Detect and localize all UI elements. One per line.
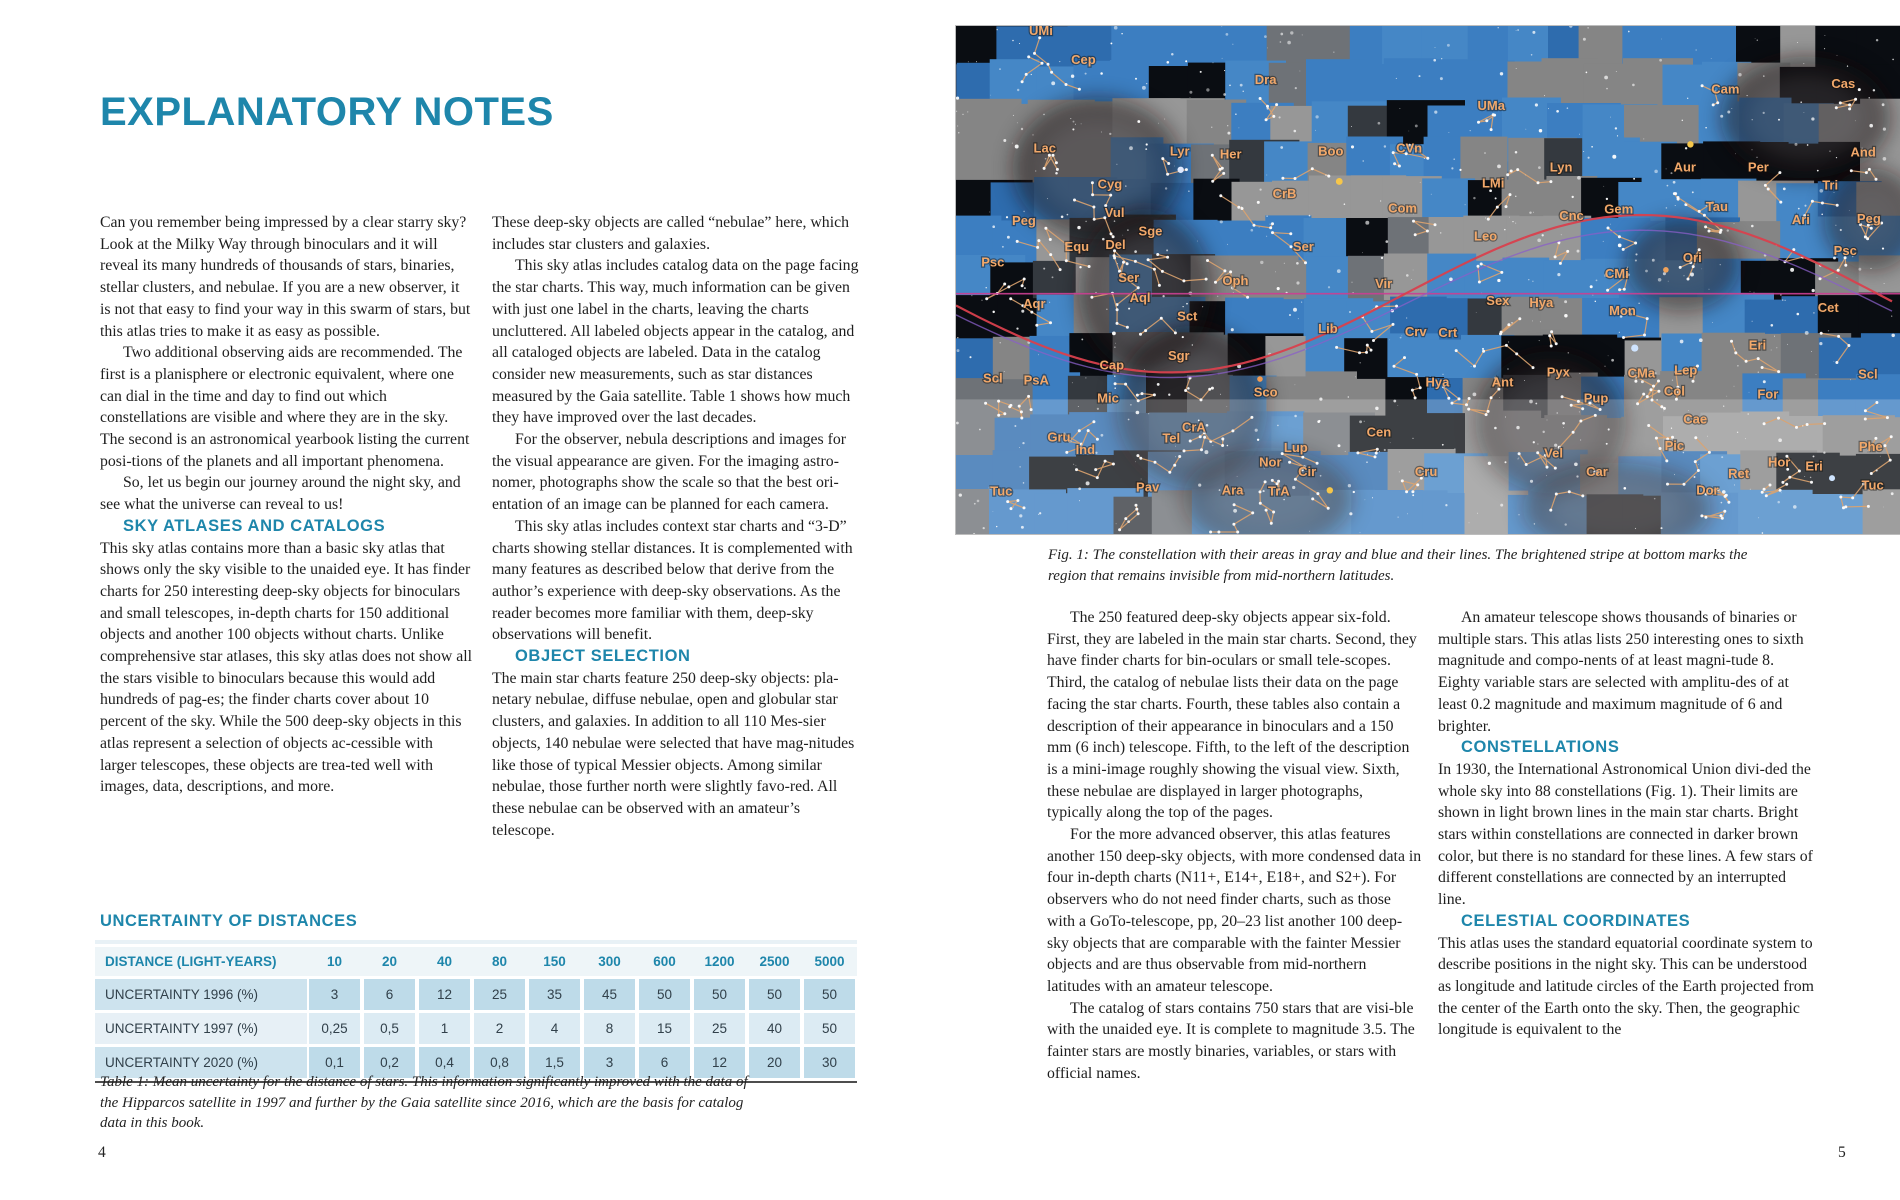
figure-caption: Fig. 1: The constellation with their areas in gray and blue and their lines. The brightened stripe at bottom marks the region that remains invisible from mid-northern latitudes. <box>1048 547 1748 584</box>
paragraph: The main star charts feature 250 deep-sky objects: pla-netary nebulae, diffuse nebulae, open and globular star clusters, and galaxies. In addition to all 110 Mes-sier objects, 140 nebulae were selected that have mag-nitudes like those of typical Messier objects. Among similar nebulae, those further north were slightly favo-red. All these nebulae can be observed with an amateur’s telescope. <box>492 669 855 839</box>
constellation-label-scl: Scl <box>1858 366 1878 382</box>
table-cell: 50 <box>804 979 855 1010</box>
constellation-label-psa: PsA <box>1023 372 1049 388</box>
table-header-cell: 2500 <box>747 947 802 976</box>
constellation-label-for: For <box>1757 386 1779 402</box>
constellation-label-eri: Eri <box>1748 337 1767 353</box>
constellation-label-lac: Lac <box>1033 140 1056 156</box>
paragraph: So, let us begin our journey around the night sky, and see what the universe can reveal to us! <box>100 474 461 514</box>
table-cell: 8 <box>584 1013 635 1044</box>
constellation-label-lyn: Lyn <box>1549 159 1573 175</box>
constellation-label-peg: Peg <box>1012 213 1036 229</box>
constellation-label-ara: Ara <box>1221 482 1244 498</box>
constellation-label-sgr: Sgr <box>1167 347 1190 363</box>
right-column-2 <box>1438 607 1815 1041</box>
constellation-label-ori: Ori <box>1682 250 1702 266</box>
constellation-label-oph: Oph <box>1222 273 1249 289</box>
table-caption: Table 1: Mean uncertainty for the distance of stars. This information significantly improved with the data of the Hipparcos satellite in 1997 and further by the Gaia satellite since 2016, which are the basis for catalog data in this book. <box>100 1074 748 1131</box>
constellation-label-crb: CrB <box>1272 186 1297 202</box>
constellation-label-peg: Peg <box>1856 211 1881 227</box>
paragraph: These deep-sky objects are called “nebulae” here, which includes star clusters and galaxies. <box>492 214 850 253</box>
constellation-label-vir: Vir <box>1375 276 1393 292</box>
constellation-label-her: Her <box>1219 146 1242 162</box>
table-cell: 50 <box>749 979 800 1010</box>
constellation-label-hor: Hor <box>1767 454 1791 470</box>
table-cell: 6 <box>639 1047 690 1078</box>
constellation-label-mic: Mic <box>1097 390 1119 406</box>
table-header-label: DISTANCE (LIGHT-YEARS) <box>95 947 307 976</box>
table-cell: 2 <box>474 1013 525 1044</box>
table-cell: 30 <box>804 1047 855 1078</box>
constellation-label-cma: CMa <box>1627 365 1656 381</box>
constellation-label-ser: Ser <box>1292 239 1314 255</box>
constellation-label-tuc: Tuc <box>1861 477 1884 493</box>
table-cell: 4 <box>529 1013 580 1044</box>
constellation-label-ser: Ser <box>1118 270 1140 286</box>
page-right <box>950 0 1900 1200</box>
table-cell: 3 <box>309 979 360 1010</box>
constellation-label-sco: Sco <box>1253 384 1278 400</box>
constellation-label-crt: Crt <box>1438 324 1458 340</box>
constellation-label-car: Car <box>1586 464 1608 480</box>
table-row-label: UNCERTAINTY 2020 (%) <box>95 1047 307 1078</box>
table-cell: 12 <box>694 1047 745 1078</box>
table-cell: 0,2 <box>364 1047 415 1078</box>
constellation-label-sex: Sex <box>1486 292 1510 308</box>
constellation-label-aqr: Aqr <box>1023 295 1046 311</box>
constellation-label-ant: Ant <box>1491 374 1514 390</box>
table-cell: 0,5 <box>364 1013 415 1044</box>
table-cell: 50 <box>694 979 745 1010</box>
constellation-label-scl: Scl <box>983 370 1003 386</box>
table-cell: 35 <box>529 979 580 1010</box>
table-cell: 6 <box>364 979 415 1010</box>
constellation-label-cvn: CVn <box>1396 140 1423 156</box>
constellation-label-psc: Psc <box>1833 243 1857 259</box>
table-row-label: UNCERTAINTY 1997 (%) <box>95 1013 307 1044</box>
table-cell: 3 <box>584 1047 635 1078</box>
star-chart-svg <box>956 26 1900 534</box>
constellation-label-mon: Mon <box>1609 303 1636 319</box>
table-cell: 1,5 <box>529 1047 580 1078</box>
constellation-label-cas: Cas <box>1831 75 1856 91</box>
left-column-1 <box>100 212 473 798</box>
constellation-label-nor: Nor <box>1259 454 1282 470</box>
section-heading-object-selection: OBJECT SELECTION <box>515 647 691 666</box>
table-cell: 20 <box>749 1047 800 1078</box>
table-header-cell: 150 <box>527 947 582 976</box>
constellation-label-cmi: CMi <box>1604 265 1629 281</box>
constellation-label-cnc: Cnc <box>1559 208 1584 224</box>
table-header-cell: 40 <box>417 947 472 976</box>
table-cell: 0,25 <box>309 1013 360 1044</box>
constellation-label-leo: Leo <box>1474 228 1498 244</box>
constellation-label-vel: Vel <box>1544 445 1563 461</box>
section-heading-celestial-coordinates: CELESTIAL COORDINATES <box>1461 911 1691 930</box>
paragraph: This sky atlas includes catalog data on the page facing the star charts. This way, much information can be given with just one label in the charts, leaving the charts uncluttered. All labeled objects appear in the catalog, and all cataloged objects are labeled. Data in the catalog consider new measurements, such as star distances measured by the Gaia satellite. Table 1 shows how much they have improved over the last decades. <box>492 257 859 427</box>
constellation-label-lup: Lup <box>1283 440 1308 456</box>
constellation-label-hya: Hya <box>1529 294 1554 310</box>
constellation-label-ind: Ind <box>1075 442 1096 458</box>
constellation-label-cru: Cru <box>1414 464 1438 480</box>
constellation-label-del: Del <box>1105 237 1126 253</box>
constellation-label-sct: Sct <box>1177 308 1198 324</box>
constellation-label-cet: Cet <box>1817 300 1839 316</box>
table-cell: 15 <box>639 1013 690 1044</box>
paragraph: This sky atlas includes context star charts and “3-D” charts showing stellar distances. It is complemented with many features as described below that derive from the author’s experience with deep-sky observations. As the reader becomes more familiar with them, deep-sky observations will benefit. <box>492 517 853 644</box>
constellation-label-aur: Aur <box>1673 159 1696 175</box>
constellation-label-hya: Hya <box>1425 374 1450 390</box>
constellation-label-cen: Cen <box>1366 424 1392 440</box>
table-header-cell: 600 <box>637 947 692 976</box>
constellation-label-ret: Ret <box>1728 466 1750 482</box>
constellation-label-tra: TrA <box>1268 483 1290 499</box>
constellation-label-cir: Cir <box>1298 464 1317 480</box>
constellation-label-cep: Cep <box>1071 52 1096 68</box>
section-heading-sky-atlases: SKY ATLASES AND CATALOGS <box>123 516 386 535</box>
constellation-label-lep: Lep <box>1674 362 1698 378</box>
table-header-cell: 1200 <box>692 947 747 976</box>
constellation-label-cap: Cap <box>1099 357 1125 373</box>
paragraph: This atlas uses the standard equatorial coordinate system to describe positions in the night sky. This can be understood as longitude and latitude circles of the Earth projected from the center of the Earth onto the sky. Then, the geographic longitude is equivalent to the <box>1438 934 1814 1039</box>
constellation-label-lmi: LMi <box>1481 175 1505 191</box>
table-cell: 40 <box>749 1013 800 1044</box>
constellation-label-phe: Phe <box>1858 439 1883 455</box>
constellation-label-tuc: Tuc <box>990 483 1013 499</box>
constellation-label-psc: Psc <box>981 254 1005 270</box>
constellation-label-sge: Sge <box>1138 223 1163 239</box>
constellation-label-cae: Cae <box>1683 411 1708 427</box>
constellation-label-crv: Crv <box>1404 323 1427 339</box>
constellation-label-gem: Gem <box>1604 201 1634 217</box>
constellation-label-cyg: Cyg <box>1097 176 1123 192</box>
constellation-label-tel: Tel <box>1162 430 1181 446</box>
paragraph: In 1930, the International Astronomical Union divi-ded the whole sky into 88 constellations (Fig. 1). Their limits are shown in light brown lines in the main star charts. Bright stars within constellations are connected in darker brown color, but there is no standard for these lines. A few stars of different constellations are connected by an interrupted line. <box>1438 760 1813 909</box>
paragraph: For the observer, nebula descriptions and images for the visual appearance are given. For the imaging astro-nomer, photographs show the scale so that the best ori-entation of an image can be planned for each camera. <box>492 431 847 514</box>
paragraph: The catalog of stars contains 750 stars that are visi-ble with the unaided eye. It is complete to magnitude 3.5. The fainter stars are mostly binaries, variables, or stars with official names. <box>1047 999 1415 1082</box>
constellation-label-aql: Aql <box>1129 289 1151 305</box>
constellation-label-tau: Tau <box>1705 198 1728 214</box>
table-cell: 25 <box>694 1013 745 1044</box>
right-column-1 <box>1047 607 1422 1084</box>
constellation-label-pup: Pup <box>1583 390 1609 406</box>
paragraph: Can you remember being impressed by a clear starry sky? Look at the Milky Way through binoculars and it will reveal its many hundreds of thousands of stars, binaries, stellar clusters, and nebulae. If you are a new observer, it is not that easy to find your way in this swarm of stars, but this atlas tries to make it as easy as possible. <box>100 214 471 340</box>
constellation-label-col: Col <box>1663 383 1685 399</box>
paragraph: This sky atlas contains more than a basic sky atlas that shows only the sky visible to the unaided eye. It has finder charts for 250 interesting deep-sky objects for binoculars and small telescopes, in-depth charts for 150 additional objects and another 100 objects without charts. Unlike comprehensive star atlases, this sky atlas does not show all the stars visible to binoculars because this would add hundreds of pag-es; the finder charts cover about 10 percent of the sky. While the 500 deep-sky objects in this atlas represent a selection of objects ac-cessible with larger telescopes, these objects are trea-ted well with images, data, descriptions, and more. <box>100 539 473 796</box>
table-cell: 0,1 <box>309 1047 360 1078</box>
table-header-cell: 10 <box>307 947 362 976</box>
constellation-label-lyr: Lyr <box>1169 143 1190 159</box>
constellation-label-per: Per <box>1747 159 1769 175</box>
table-header-cell: 5000 <box>802 947 857 976</box>
page-number-left: 4 <box>98 1144 106 1161</box>
table-row-label: UNCERTAINTY 1996 (%) <box>95 979 307 1010</box>
constellation-label-pav: Pav <box>1136 479 1160 495</box>
table-cell: 50 <box>804 1013 855 1044</box>
constellation-label-uma: UMa <box>1477 97 1505 113</box>
table-cell: 0,8 <box>474 1047 525 1078</box>
table-header-cell: 80 <box>472 947 527 976</box>
left-column-2 <box>492 212 865 841</box>
uncertainty-table <box>95 940 857 1083</box>
constellation-label-and: And <box>1850 144 1876 160</box>
constellation-label-umi: UMi <box>1029 26 1053 39</box>
constellation-label-boo: Boo <box>1318 143 1344 159</box>
constellation-label-cam: Cam <box>1711 81 1740 97</box>
constellation-label-com: Com <box>1388 200 1417 216</box>
constellation-label-tri: Tri <box>1822 177 1839 193</box>
table-header-cell: 20 <box>362 947 417 976</box>
paragraph: Two additional observing aids are recommended. The first is a planisphere or electronic equivalent, where one can dial in the time and day to find out which constellations are visible and where they are in the sky. The second is an astronomical yearbook listing the current posi-tions of the planets and all important phenomena. <box>100 344 470 470</box>
section-heading-constellations: CONSTELLATIONS <box>1461 738 1620 757</box>
constellation-label-dra: Dra <box>1254 71 1277 87</box>
table-cell: 12 <box>419 979 470 1010</box>
page-title: EXPLANATORY NOTES <box>100 90 554 134</box>
constellation-label-cra: CrA <box>1181 419 1206 435</box>
constellation-label-eri: Eri <box>1805 458 1823 474</box>
constellation-label-vul: Vul <box>1104 205 1125 221</box>
constellation-label-dor: Dor <box>1696 482 1719 498</box>
paragraph: An amateur telescope shows thousands of binaries or multiple stars. This atlas lists 250 interesting ones to sixth magnitude and compo-nents of at least magni-tude 8. Eighty variable stars are selected with amplitu-des of at least 0.2 magnitude and maximum magnitude of 6 and brighter. <box>1438 609 1804 735</box>
page-number-right: 5 <box>1838 1144 1846 1161</box>
paragraph: The 250 featured deep-sky objects appear six-fold. First, they are labeled in the main star charts. Second, they have finder charts for bin-oculars or small tele-scopes. Third, the catalog of nebulae lists their data on the page facing the star charts. Fourth, these tables also contain a description of their appearance in binoculars and a 150 mm (6 inch) telescope. Fifth, to the left of the description is a mini-image roughly showing the visual view. Sixth, these nebulae are displayed in larger photographs, typically along the top of the pages. <box>1047 609 1417 822</box>
constellation-label-gru: Gru <box>1047 429 1071 445</box>
constellation-label-ari: Ari <box>1791 212 1810 228</box>
paragraph: For the more advanced observer, this atlas features another 150 deep-sky objects, with more condensed data in four in-depth charts (N11+, E14+, E18+, and S2+). For observers who do not need finder charts, such as those with a GoTo-telescope, pp, 20–23 list another 100 deep-sky objects that are comparable with the fainter Messier objects and are thus observable from mid-northern latitudes with an amateur telescope. <box>1047 826 1422 995</box>
table-cell: 0,4 <box>419 1047 470 1078</box>
constellation-label-lib: Lib <box>1318 320 1338 336</box>
constellation-label-pyx: Pyx <box>1546 364 1570 380</box>
table-cell: 45 <box>584 979 635 1010</box>
table-cell: 1 <box>419 1013 470 1044</box>
table-cell: 50 <box>639 979 690 1010</box>
star-chart-figure <box>955 25 1900 535</box>
table-header-cell: 300 <box>582 947 637 976</box>
section-heading-uncertainty: UNCERTAINTY OF DISTANCES <box>100 912 358 930</box>
constellation-label-equ: Equ <box>1064 239 1090 255</box>
constellation-label-pic: Pic <box>1664 438 1685 454</box>
table-cell: 25 <box>474 979 525 1010</box>
